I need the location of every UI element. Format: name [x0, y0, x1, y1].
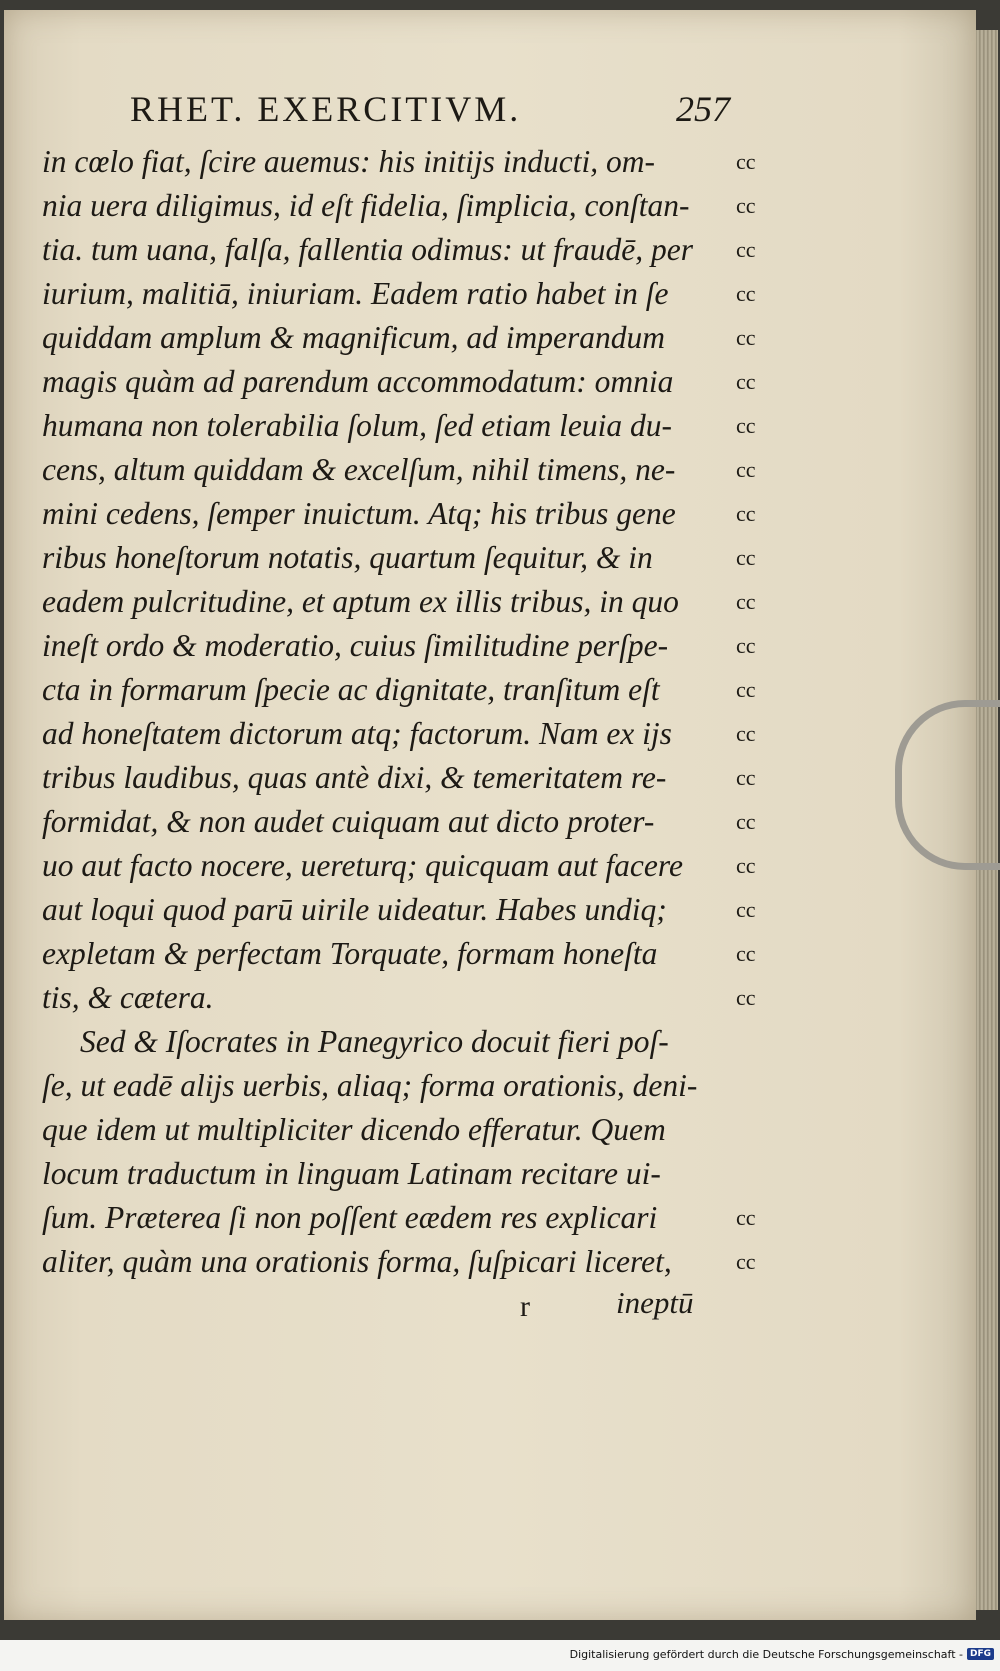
- quote-mark: cc: [736, 501, 756, 526]
- text-line: mini cedens, ſemper inuictum. Atq; his tribus gene: [42, 496, 676, 531]
- text-line: ineſt ordo & moderatio, cuius ſimilitudine perſpe-: [42, 628, 669, 663]
- catchword: ineptū: [616, 1285, 694, 1320]
- quote-mark: cc: [736, 721, 756, 746]
- digitization-credit: [570, 1645, 994, 1663]
- quote-mark: cc: [736, 985, 756, 1010]
- text-line: in cœlo fiat, ſcire auemus: his initijs inducti, om-: [42, 144, 656, 179]
- quote-mark: cc: [736, 809, 756, 834]
- quote-mark: cc: [736, 941, 756, 966]
- quote-mark: cc: [736, 897, 756, 922]
- page-clip: [895, 700, 1000, 870]
- credit-text: Digitalisierung gefördert durch die Deutsche Forschungsgemeinschaft -: [569, 1647, 963, 1661]
- quote-mark: cc: [736, 281, 756, 306]
- text-line: Sed & Iſocrates in Panegyrico docuit fieri poſ-: [80, 1024, 669, 1059]
- body-text: [42, 140, 742, 1284]
- text-line: aut loqui quod parū uirile uideatur. Habes undiq;: [42, 892, 667, 927]
- text-line: magis quàm ad parendum accommodatum: omnia: [42, 364, 674, 399]
- text-line: que idem ut multipliciter dicendo efferatur. Quem: [42, 1112, 666, 1147]
- quote-mark: cc: [736, 1249, 756, 1274]
- quote-mark: cc: [736, 677, 756, 702]
- quote-mark: [736, 1152, 776, 1196]
- quote-mark: cc: [736, 413, 756, 438]
- text-line: quiddam amplum & magnificum, ad imperandum: [42, 320, 665, 355]
- dfg-logo: DFG: [967, 1648, 994, 1660]
- text-line: cta in formarum ſpecie ac dignitate, tranſitum eſt: [42, 672, 660, 707]
- running-title: RHET. EXERCITIVM.: [130, 89, 522, 129]
- signature-mark: r: [520, 1290, 530, 1323]
- quote-mark: cc: [736, 633, 756, 658]
- text-line: uo aut facto nocere, uereturq; quicquam aut facere: [42, 848, 683, 883]
- quote-mark: cc: [736, 545, 756, 570]
- text-line: iurium, malitiā, iniuriam. Eadem ratio habet in ſe: [42, 276, 669, 311]
- text-line: eadem pulcritudine, et aptum ex illis tribus, in quo: [42, 584, 679, 619]
- text-line: ad honeſtatem dictorum atq; factorum. Nam ex ijs: [42, 716, 672, 751]
- text-line: tis, & cætera.: [42, 980, 214, 1015]
- quote-mark: cc: [736, 589, 756, 614]
- text-line: tribus laudibus, quas antè dixi, & temeritatem re-: [42, 760, 667, 795]
- quote-mark: cc: [736, 853, 756, 878]
- quote-mark: [736, 1064, 776, 1108]
- text-line: ribus honeſtorum notatis, quartum ſequitur, & in: [42, 540, 653, 575]
- quote-mark: cc: [736, 765, 756, 790]
- quote-mark: cc: [736, 237, 756, 262]
- quote-mark: [736, 1020, 776, 1064]
- text-line: ſum. Præterea ſi non poſſent eædem res explicari: [42, 1200, 658, 1235]
- running-head: [130, 88, 730, 136]
- text-line: aliter, quàm una orationis forma, ſuſpicari liceret,: [42, 1244, 672, 1279]
- quote-mark: cc: [736, 369, 756, 394]
- quote-mark: cc: [736, 193, 756, 218]
- text-line: nia uera diligimus, id eſt fidelia, ſimplicia, conſtan-: [42, 188, 690, 223]
- text-line: locum traductum in linguam Latinam recitare ui-: [42, 1156, 661, 1191]
- text-line: cens, altum quiddam & excelſum, nihil timens, ne-: [42, 452, 676, 487]
- quotation-marks-column: [736, 140, 776, 1284]
- text-line: tia. tum uana, falſa, fallentia odimus: ut fraudē, per: [42, 232, 693, 267]
- quote-mark: cc: [736, 1205, 756, 1230]
- quote-mark: cc: [736, 149, 756, 174]
- text-line: ſe, ut eadē alijs uerbis, aliaq; forma orationis, deni-: [42, 1068, 698, 1103]
- quote-mark: [736, 1108, 776, 1152]
- quote-mark: cc: [736, 325, 756, 350]
- text-line: expletam & perfectam Torquate, formam honeſta: [42, 936, 658, 971]
- page-number: 257: [676, 89, 730, 129]
- quote-mark: cc: [736, 457, 756, 482]
- text-line: formidat, & non audet cuiquam aut dicto proter-: [42, 804, 655, 839]
- text-line: humana non tolerabilia ſolum, ſed etiam leuia du-: [42, 408, 672, 443]
